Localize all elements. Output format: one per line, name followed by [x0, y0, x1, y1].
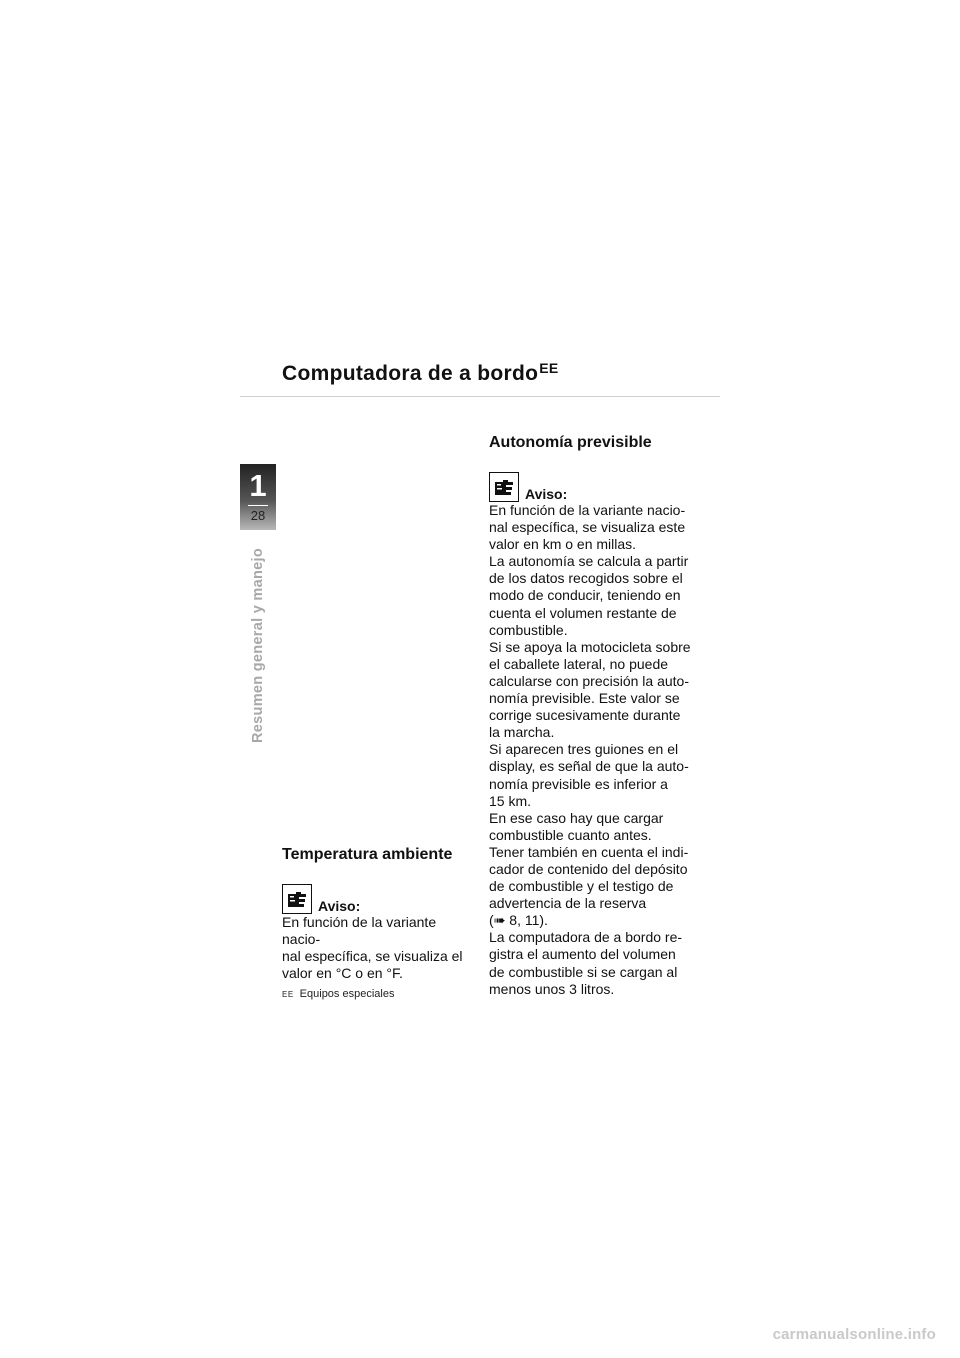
text-line: valor en km o en millas.	[489, 536, 637, 553]
page-number: 28	[250, 508, 266, 523]
left-note-label: Aviso:	[318, 898, 361, 914]
note-hand-icon	[489, 472, 519, 502]
right-note	[489, 472, 699, 502]
right-note-label: Aviso:	[525, 486, 568, 502]
header-rule	[240, 396, 720, 397]
text-line: (➠ 8, 11).	[489, 912, 548, 929]
text-line: modo de conducir, teniendo en	[489, 587, 681, 604]
left-heading: Temperatura ambiente	[282, 846, 453, 863]
text-line: nal específica, se visualiza el	[282, 948, 463, 965]
text-line: nomía previsible. Este valor se	[489, 690, 680, 707]
text-line: de combustible y el testigo de	[489, 878, 674, 895]
text-line: de los datos recogidos sobre el	[489, 570, 683, 587]
text-line: calcularse con precisión la auto-	[489, 672, 689, 689]
text-line: cuenta el volumen restante de	[489, 604, 677, 621]
text-line: Si aparecen tres guiones en el	[489, 741, 679, 758]
text-line: 15 km.	[489, 792, 532, 809]
text-line: valor en °C o en °F.	[282, 965, 403, 982]
left-column	[282, 846, 472, 982]
text-line: La computadora de a bordo re-	[489, 929, 683, 946]
section-side-label: Resumen general y manejo	[250, 548, 266, 743]
text-line: nal específica, se visualiza este	[489, 519, 686, 536]
right-heading: Autonomía previsible	[489, 434, 652, 451]
right-column	[489, 434, 699, 998]
text-line: Tener también en cuenta el indi-	[489, 843, 689, 860]
text-line: nomía previsible es inferior a	[489, 775, 668, 792]
text-line: combustible cuanto antes.	[489, 826, 652, 843]
text-line: display, es señal de que la auto-	[489, 758, 689, 775]
footnote-tag: EE	[282, 990, 294, 999]
text-line: gistra el aumento del volumen	[489, 946, 676, 963]
title-superscript: EE	[539, 360, 559, 376]
text-line: combustible.	[489, 621, 568, 638]
text-line: de combustible si se cargan al	[489, 963, 678, 980]
text-line: cador de contenido del depósito	[489, 860, 688, 877]
text-line: corrige sucesivamente durante	[489, 707, 681, 724]
text-line: La autonomía se calcula a partir	[489, 553, 689, 570]
footnote	[282, 988, 394, 1000]
watermark: carmanualsonline.info	[772, 1326, 936, 1343]
text-line: la marcha.	[489, 724, 555, 741]
text-line: Si se apoya la motocicleta sobre	[489, 638, 691, 655]
left-note	[282, 884, 472, 914]
footnote-text: Equipos especiales	[299, 988, 395, 1000]
chapter-tab-divider	[248, 505, 268, 506]
text-line: menos unos 3 litros.	[489, 980, 615, 997]
note-hand-icon	[282, 884, 312, 914]
text-line: En función de la variante nacio-	[282, 914, 437, 948]
text-line: En ese caso hay que cargar	[489, 809, 664, 826]
chapter-number: 1	[249, 468, 267, 503]
text-line: En función de la variante nacio-	[489, 502, 686, 518]
text-line: advertencia de la reserva	[489, 895, 647, 912]
right-note-text	[489, 502, 699, 998]
text-line: el caballete lateral, no puede	[489, 655, 669, 672]
page-title: Computadora de a bordo$^{EE}$	[282, 360, 559, 385]
left-note-text	[282, 914, 472, 982]
